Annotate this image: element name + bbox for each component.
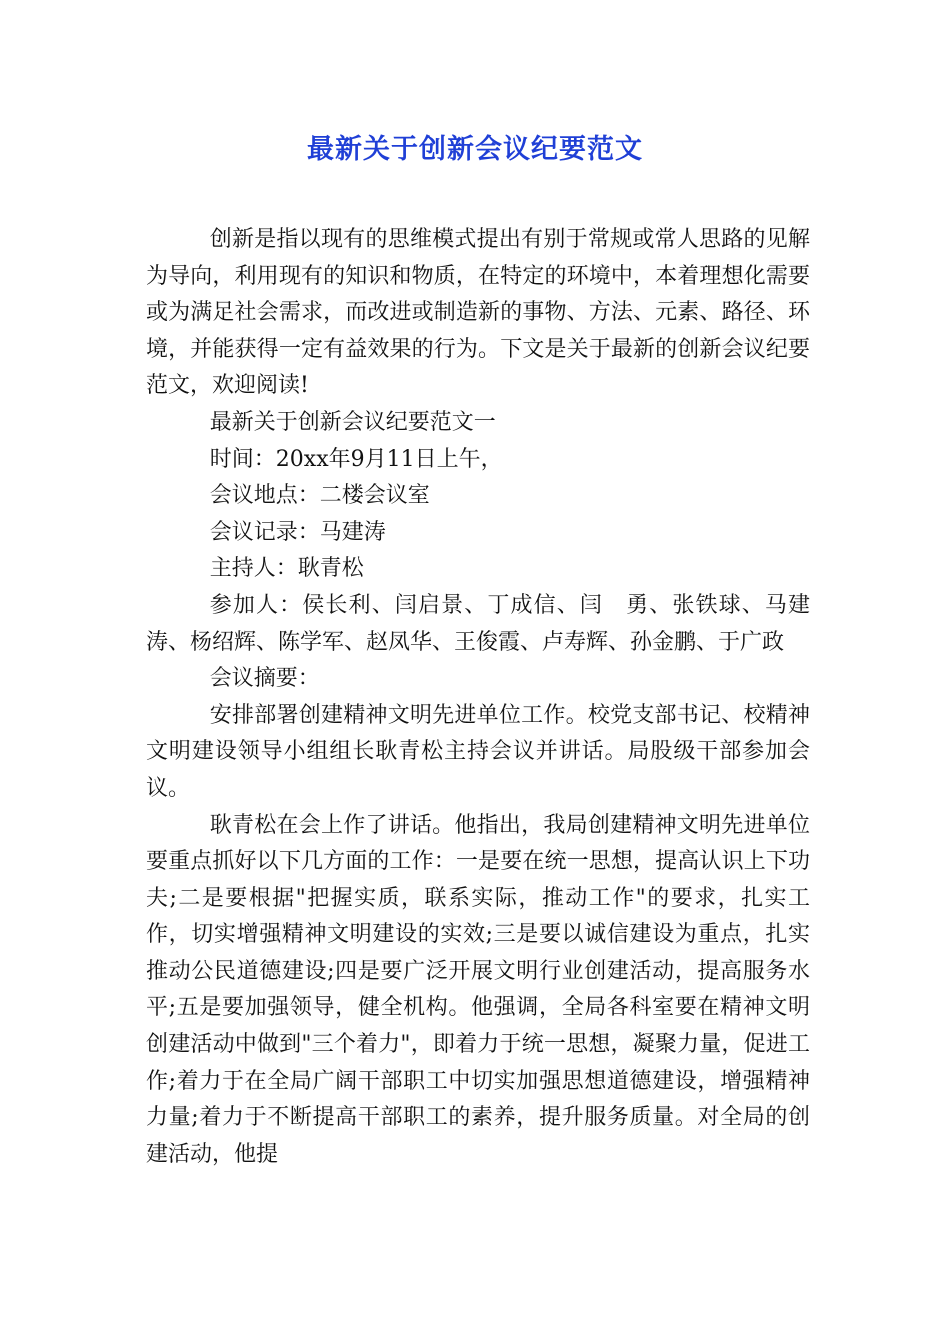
paragraph-speech: 耿青松在会上作了讲话。他指出，我局创建精神文明先进单位要重点抓好以下几方面的工作：一是要在统一思想，提高认识上下功夫;二是要根据"把握实质，联系实际，推动工作"的要求，扎实工作，切实增强精神文明建设的实效;三是要以诚信建设为重点，扎实推动公民道德建设;四是要广泛开展文明行业创建活动，提高服务水平;五是要加强领导，健全机构。他强调，全局各科室要在精神文明创建活动中做到"三个着力"，即着力于统一思想，凝聚力量，促进工作;着力于在全局广阔干部职工中切实加强思想道德建设，增强精神力量;着力于不断提高干部职工的素养，提升服务质量。对全局的创建活动，他提 [146,812,810,1167]
paragraph-host: 主持人：耿青松 [209,556,364,582]
paragraph-time: 时间：20xx年9月11日上午， [209,446,503,472]
paragraph-recorder: 会议记录：马建涛 [209,519,386,545]
paragraph-location: 会议地点：二楼会议室 [209,483,430,509]
document-title: 最新关于创新会议纪要范文 [307,134,643,165]
paragraph-summary-heading: 会议摘要： [209,666,320,692]
paragraph-summary: 安排部署创建精神文明先进单位工作。校党支部书记、校精神文明建设领导小组组长耿青松主持会议并讲话。局股级干部参加会议。 [146,702,810,801]
document-body [146,222,810,1173]
paragraph-attendees: 参加人：侯长利、闫启景、丁成信、闫 勇、张铁球、马建涛、杨绍辉、陈学军、赵凤华、王俊霞、卢寿辉、孙金鹏、于广政 [146,592,810,655]
paragraph-subtitle: 最新关于创新会议纪要范文一 [209,409,496,435]
paragraph-intro: 创新是指以现有的思维模式提出有别于常规或常人思路的见解为导向，利用现有的知识和物质，在特定的环境中，本着理想化需要或为满足社会需求，而改进或制造新的事物、方法、元素、路径、环境，并能获得一定有益效果的行为。下文是关于最新的创新会议纪要范文，欢迎阅读! [146,227,810,399]
